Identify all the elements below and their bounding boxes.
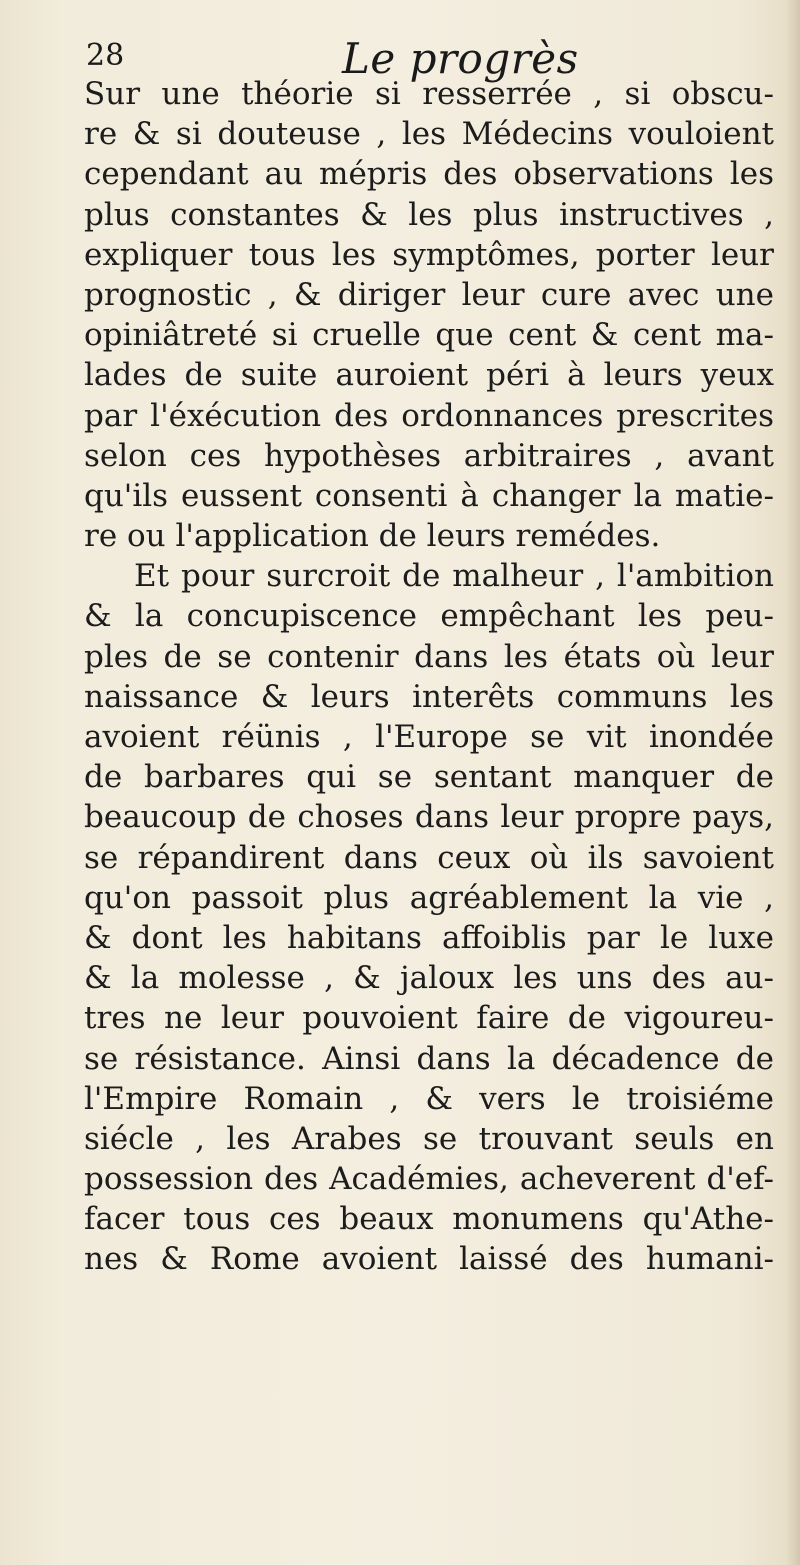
- text-line: cependant au mépris des observations les: [84, 156, 774, 193]
- text-line: plus constantes & les plus instructives ,: [84, 196, 774, 233]
- text-line: qu'on passoit plus agréablement la vie ,: [84, 879, 774, 916]
- text-line: ples de se contenir dans les états où leur: [84, 638, 774, 675]
- text-line: re ou l'application de leurs remédes.: [84, 518, 661, 555]
- text-line: siécle , les Arabes se trouvant seuls en: [84, 1120, 774, 1157]
- page-edge-shadow: [786, 0, 800, 1565]
- text-line: & la molesse , & jaloux les uns des au-: [84, 960, 774, 997]
- text-line: selon ces hypothèses arbitraires , avant: [84, 437, 774, 474]
- text-line: possession des Académies, acheverent d'ef-: [84, 1161, 774, 1198]
- text-line: nes & Rome avoient laissé des humani-: [84, 1241, 774, 1278]
- text-line: re & si douteuse , les Médecins vouloient: [84, 116, 774, 153]
- paragraph-start-line: Et pour surcroit de malheur , l'ambition: [134, 558, 774, 595]
- text-line: & la concupiscence empêchant les peu-: [84, 598, 774, 635]
- text-line: avoient réünis , l'Europe se vit inondée: [84, 719, 774, 755]
- text-line: se résistance. Ainsi dans la décadence de: [84, 1040, 774, 1077]
- text-line: & dont les habitans affoiblis par le luxe: [84, 919, 774, 956]
- text-line: l'Empire Romain , & vers le troisiéme: [84, 1080, 774, 1117]
- running-head: Le progrès: [342, 34, 579, 83]
- page-number: 28: [86, 38, 125, 73]
- text-line: se répandirent dans ceux où ils savoient: [84, 839, 774, 876]
- text-line: expliquer tous les symptômes, porter leur: [84, 236, 774, 273]
- text-line: naissance & leurs interêts communs les: [84, 678, 774, 715]
- text-line: qu'ils eussent consenti à changer la matie-: [84, 477, 774, 514]
- text-line: beaucoup de choses dans leur propre pays,: [84, 799, 774, 836]
- text-line: par l'éxécution des ordonnances prescrites: [84, 397, 774, 434]
- text-line: prognostic , & diriger leur cure avec une: [84, 276, 774, 313]
- text-line: lades de suite auroient péri à leurs yeux: [84, 357, 774, 394]
- text-line: de barbares qui se sentant manquer de: [84, 759, 774, 796]
- text-line: Sur une théorie si resserrée , si obscu-: [84, 76, 774, 112]
- text-line: tres ne leur pouvoient faire de vigoureu-: [84, 1000, 774, 1037]
- body-text: [84, 74, 774, 1280]
- text-line: opiniâtreté si cruelle que cent & cent ma-: [84, 317, 774, 354]
- text-line: facer tous ces beaux monumens qu'Athe-: [84, 1201, 774, 1238]
